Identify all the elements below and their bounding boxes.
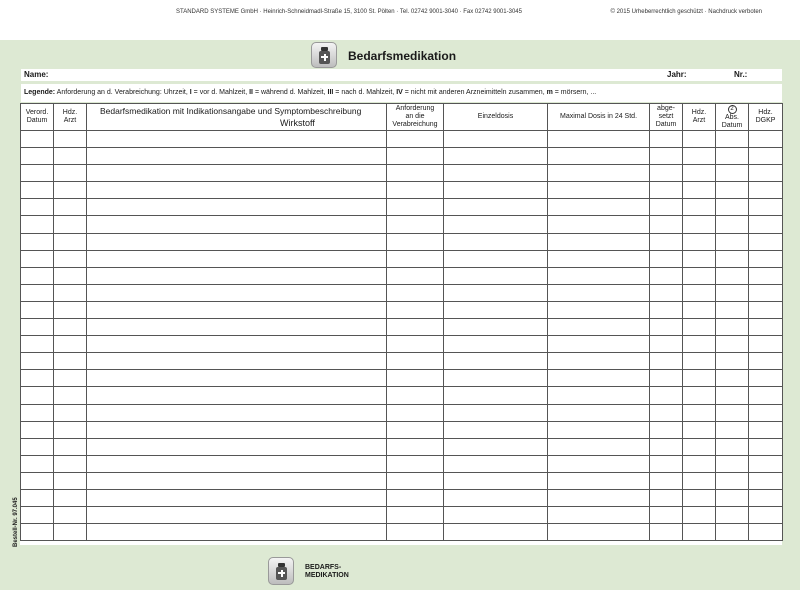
table-cell[interactable]	[683, 524, 716, 541]
wirkstoff-label: Wirkstoff	[280, 118, 315, 128]
table-cell[interactable]	[716, 387, 749, 404]
table-cell[interactable]	[683, 131, 716, 148]
table-cell[interactable]	[387, 267, 444, 284]
form-sheet	[0, 40, 800, 590]
table-cell[interactable]	[387, 404, 444, 421]
table-cell[interactable]	[54, 131, 87, 148]
table-cell[interactable]	[683, 353, 716, 370]
table-cell[interactable]	[54, 421, 87, 438]
table-cell[interactable]	[548, 131, 650, 148]
table-cell[interactable]	[444, 404, 548, 421]
table-cell[interactable]	[387, 455, 444, 472]
table-cell[interactable]	[650, 165, 683, 182]
table-cell[interactable]	[683, 199, 716, 216]
table-cell[interactable]	[444, 131, 548, 148]
table-cell[interactable]	[683, 421, 716, 438]
table-cell[interactable]	[683, 404, 716, 421]
table-cell[interactable]	[650, 267, 683, 284]
table-cell[interactable]	[749, 250, 783, 267]
table-cell[interactable]	[54, 250, 87, 267]
table-cell[interactable]	[87, 489, 387, 506]
table-cell[interactable]	[21, 336, 54, 353]
table-cell[interactable]	[87, 148, 387, 165]
table-cell[interactable]	[444, 165, 548, 182]
table-cell[interactable]	[716, 438, 749, 455]
table-cell[interactable]	[87, 267, 387, 284]
col-maximal-dosis: Maximal Dosis in 24 Std.	[548, 104, 650, 131]
table-cell[interactable]	[650, 370, 683, 387]
table-cell[interactable]	[54, 165, 87, 182]
circled-number-icon: 2	[728, 105, 737, 114]
table-cell[interactable]	[548, 387, 650, 404]
table-cell[interactable]	[548, 199, 650, 216]
table-cell[interactable]	[387, 489, 444, 506]
table-cell[interactable]	[650, 182, 683, 199]
table-cell[interactable]	[749, 216, 783, 233]
table-cell[interactable]	[650, 421, 683, 438]
table-row	[21, 131, 783, 148]
table-cell[interactable]	[21, 455, 54, 472]
table-cell[interactable]	[54, 387, 87, 404]
table-cell[interactable]	[387, 421, 444, 438]
table-cell[interactable]	[716, 319, 749, 336]
table-cell[interactable]	[54, 404, 87, 421]
table-cell[interactable]	[54, 489, 87, 506]
table-cell[interactable]	[87, 233, 387, 250]
table-cell[interactable]	[87, 370, 387, 387]
table-cell[interactable]	[21, 489, 54, 506]
table-cell[interactable]	[21, 387, 54, 404]
table-row	[21, 233, 783, 250]
table-cell[interactable]	[87, 387, 387, 404]
table-cell[interactable]	[548, 165, 650, 182]
table-cell[interactable]	[650, 131, 683, 148]
table-row	[21, 216, 783, 233]
col-hdz-arzt: Hdz. Arzt	[54, 104, 87, 131]
table-cell[interactable]	[683, 250, 716, 267]
table-cell[interactable]	[54, 353, 87, 370]
table-cell[interactable]	[716, 131, 749, 148]
table-row	[21, 472, 783, 489]
table-cell[interactable]	[54, 370, 87, 387]
table-cell[interactable]	[21, 267, 54, 284]
table-cell[interactable]	[716, 233, 749, 250]
col-bedarfsmedikation: Bedarfsmedikation mit Indikationsangabe und Symptombeschreibung Wirkstoff	[87, 104, 387, 131]
table-cell[interactable]	[387, 507, 444, 524]
table-cell[interactable]	[548, 301, 650, 318]
table-cell[interactable]	[21, 182, 54, 199]
company-address: STANDARD SYSTEME GmbH · Heinrich-Schneidmadl-Straße 15, 3100 St. Pölten · Tel. 02742 9001-3040 · Fax 02742 9001-3045	[176, 9, 522, 15]
table-cell[interactable]	[749, 438, 783, 455]
table-cell[interactable]	[87, 507, 387, 524]
col-einzeldosis: Einzeldosis	[444, 104, 548, 131]
table-cell[interactable]	[444, 267, 548, 284]
table-row	[21, 507, 783, 524]
table-cell[interactable]	[54, 267, 87, 284]
table-cell[interactable]	[387, 319, 444, 336]
table-cell[interactable]	[387, 387, 444, 404]
table-cell[interactable]	[87, 216, 387, 233]
table-cell[interactable]	[444, 284, 548, 301]
table-cell[interactable]	[749, 131, 783, 148]
col-abgesetzt-datum: abge- setzt Datum	[650, 104, 683, 131]
table-cell[interactable]	[683, 387, 716, 404]
table-cell[interactable]	[650, 489, 683, 506]
table-cell[interactable]	[444, 353, 548, 370]
col-anforderung: Anforderung an die Verabreichung	[387, 104, 444, 131]
table-row	[21, 301, 783, 318]
table-cell[interactable]	[548, 148, 650, 165]
table-cell[interactable]	[650, 524, 683, 541]
col-abs-datum: 2 Abs. Datum	[716, 104, 749, 131]
table-cell[interactable]	[444, 233, 548, 250]
table-row	[21, 438, 783, 455]
table-cell[interactable]	[387, 524, 444, 541]
table-cell[interactable]	[683, 267, 716, 284]
table-cell[interactable]	[548, 507, 650, 524]
table-cell[interactable]	[54, 455, 87, 472]
table-cell[interactable]	[749, 165, 783, 182]
table-row	[21, 489, 783, 506]
table-cell[interactable]	[749, 370, 783, 387]
table-cell[interactable]	[683, 284, 716, 301]
table-cell[interactable]	[716, 472, 749, 489]
table-cell[interactable]	[683, 301, 716, 318]
table-cell[interactable]	[650, 250, 683, 267]
table-cell[interactable]	[650, 148, 683, 165]
table-cell[interactable]	[21, 404, 54, 421]
patient-info-bar	[21, 69, 782, 81]
table-cell[interactable]	[54, 472, 87, 489]
table-cell[interactable]	[749, 421, 783, 438]
table-cell[interactable]	[683, 455, 716, 472]
col-hdz-dgkp: Hdz. DGKP	[749, 104, 783, 131]
table-cell[interactable]	[650, 507, 683, 524]
table-cell[interactable]	[21, 148, 54, 165]
table-cell[interactable]	[749, 404, 783, 421]
table-cell[interactable]	[548, 524, 650, 541]
table-cell[interactable]	[548, 455, 650, 472]
table-cell[interactable]	[749, 336, 783, 353]
table-cell[interactable]	[548, 336, 650, 353]
table-cell[interactable]	[87, 336, 387, 353]
table-row	[21, 319, 783, 336]
table-cell[interactable]	[716, 404, 749, 421]
table-cell[interactable]	[444, 455, 548, 472]
table-cell[interactable]	[650, 284, 683, 301]
table-cell[interactable]	[548, 404, 650, 421]
table-cell[interactable]	[87, 421, 387, 438]
table-cell[interactable]	[21, 421, 54, 438]
table-cell[interactable]	[21, 353, 54, 370]
table-cell[interactable]	[548, 319, 650, 336]
table-cell[interactable]	[444, 438, 548, 455]
table-cell[interactable]	[21, 131, 54, 148]
table-cell[interactable]	[387, 216, 444, 233]
table-row	[21, 421, 783, 438]
table-cell[interactable]	[21, 370, 54, 387]
table-cell[interactable]	[387, 370, 444, 387]
table-cell[interactable]	[444, 250, 548, 267]
table-cell[interactable]	[548, 489, 650, 506]
table-cell[interactable]	[548, 233, 650, 250]
table-cell[interactable]	[749, 455, 783, 472]
table-cell[interactable]	[716, 336, 749, 353]
table-cell[interactable]	[87, 199, 387, 216]
table-row	[21, 199, 783, 216]
table-cell[interactable]	[716, 216, 749, 233]
table-cell[interactable]	[387, 148, 444, 165]
table-cell[interactable]	[54, 216, 87, 233]
table-cell[interactable]	[650, 336, 683, 353]
table-cell[interactable]	[683, 319, 716, 336]
table-row	[21, 148, 783, 165]
table-cell[interactable]	[54, 233, 87, 250]
table-cell[interactable]	[716, 267, 749, 284]
table-row	[21, 165, 783, 182]
table-cell[interactable]	[387, 472, 444, 489]
table-cell[interactable]	[87, 250, 387, 267]
table-cell[interactable]	[683, 472, 716, 489]
table-cell[interactable]	[87, 404, 387, 421]
table-cell[interactable]	[650, 455, 683, 472]
table-header-row	[21, 104, 783, 131]
table-cell[interactable]	[716, 524, 749, 541]
table-cell[interactable]	[54, 199, 87, 216]
table-cell[interactable]	[387, 250, 444, 267]
table-cell[interactable]	[548, 182, 650, 199]
table-cell[interactable]	[444, 148, 548, 165]
table-cell[interactable]	[716, 421, 749, 438]
table-cell[interactable]	[21, 216, 54, 233]
table-cell[interactable]	[21, 233, 54, 250]
table-cell[interactable]	[650, 472, 683, 489]
table-cell[interactable]	[387, 182, 444, 199]
copyright-note: © 2015 Urheberrechtlich geschützt · Nachdruck verboten	[610, 9, 762, 15]
table-cell[interactable]	[716, 353, 749, 370]
table-cell[interactable]	[21, 507, 54, 524]
table-cell[interactable]	[749, 233, 783, 250]
legend-bar: Legende: Anforderung an d. Verabreichung: Uhrzeit, I = vor d. Mahlzeit, II = während d. Mahlzeit, III = nach d. Mahlzeit, IV = nicht mit anderen Arzneimitteln zusammen, m = mörsern, ...	[21, 84, 782, 102]
table-cell[interactable]	[54, 301, 87, 318]
table-row	[21, 336, 783, 353]
name-label: Name:	[24, 70, 49, 79]
table-row	[21, 353, 783, 370]
table-cell[interactable]	[387, 336, 444, 353]
table-cell[interactable]	[749, 353, 783, 370]
table-cell[interactable]	[548, 370, 650, 387]
table-cell[interactable]	[650, 233, 683, 250]
table-cell[interactable]	[444, 524, 548, 541]
table-cell[interactable]	[387, 131, 444, 148]
table-cell[interactable]	[21, 199, 54, 216]
table-cell[interactable]	[87, 455, 387, 472]
table-cell[interactable]	[683, 507, 716, 524]
table-cell[interactable]	[650, 438, 683, 455]
col-hdz-arzt-2: Hdz. Arzt	[683, 104, 716, 131]
table-cell[interactable]	[444, 370, 548, 387]
table-row	[21, 404, 783, 421]
table-cell[interactable]	[650, 319, 683, 336]
table-cell[interactable]	[548, 250, 650, 267]
table-cell[interactable]	[716, 489, 749, 506]
table-cell[interactable]	[21, 472, 54, 489]
table-cell[interactable]	[444, 199, 548, 216]
medication-table	[20, 103, 782, 545]
table-cell[interactable]	[716, 284, 749, 301]
table-cell[interactable]	[87, 524, 387, 541]
table-cell[interactable]	[54, 438, 87, 455]
table-cell[interactable]	[650, 353, 683, 370]
table-cell[interactable]	[683, 165, 716, 182]
table-cell[interactable]	[444, 216, 548, 233]
table-cell[interactable]	[683, 489, 716, 506]
table-cell[interactable]	[716, 301, 749, 318]
medicine-bottle-icon	[311, 42, 337, 68]
table-cell[interactable]	[387, 233, 444, 250]
table-cell[interactable]	[548, 267, 650, 284]
table-cell[interactable]	[749, 387, 783, 404]
table-row	[21, 455, 783, 472]
table-cell[interactable]	[749, 507, 783, 524]
table-cell[interactable]	[87, 301, 387, 318]
table-cell[interactable]	[716, 199, 749, 216]
table-cell[interactable]	[387, 301, 444, 318]
table-cell[interactable]	[650, 387, 683, 404]
table-row	[21, 370, 783, 387]
table-cell[interactable]	[87, 165, 387, 182]
table-cell[interactable]	[548, 284, 650, 301]
table-cell[interactable]	[683, 182, 716, 199]
table-cell[interactable]	[650, 404, 683, 421]
table-cell[interactable]	[749, 489, 783, 506]
table-cell[interactable]	[444, 301, 548, 318]
table-cell[interactable]	[54, 319, 87, 336]
table-row	[21, 387, 783, 404]
table-cell[interactable]	[387, 284, 444, 301]
table-cell[interactable]	[87, 353, 387, 370]
table-row	[21, 524, 783, 541]
table-cell[interactable]	[683, 233, 716, 250]
table-cell[interactable]	[749, 148, 783, 165]
table-cell[interactable]	[54, 182, 87, 199]
table-cell[interactable]	[444, 387, 548, 404]
table-cell[interactable]	[387, 438, 444, 455]
col-verord-datum: Verord. Datum	[21, 104, 54, 131]
table-cell[interactable]	[54, 284, 87, 301]
table-cell[interactable]	[650, 199, 683, 216]
table-cell[interactable]	[749, 524, 783, 541]
header-strip	[0, 0, 800, 40]
table-cell[interactable]	[54, 524, 87, 541]
table-cell[interactable]	[387, 199, 444, 216]
year-label: Jahr:	[667, 70, 687, 79]
table-cell[interactable]	[444, 336, 548, 353]
table-cell[interactable]	[683, 148, 716, 165]
table-cell[interactable]	[749, 472, 783, 489]
table-cell[interactable]	[548, 438, 650, 455]
medicine-bottle-icon	[268, 557, 294, 585]
order-number: Bestell-Nr. 97.045	[13, 497, 19, 547]
table-cell[interactable]	[716, 250, 749, 267]
table-cell[interactable]	[683, 370, 716, 387]
table-cell[interactable]	[716, 165, 749, 182]
table-cell[interactable]	[650, 216, 683, 233]
table-cell[interactable]	[87, 284, 387, 301]
table-cell[interactable]	[54, 336, 87, 353]
table-cell[interactable]	[87, 319, 387, 336]
table-cell[interactable]	[54, 148, 87, 165]
footer-label: BEDARFS- MEDIKATION	[305, 564, 349, 579]
number-label: Nr.:	[734, 70, 748, 79]
table-cell[interactable]	[683, 216, 716, 233]
table-cell[interactable]	[716, 148, 749, 165]
table-cell[interactable]	[444, 421, 548, 438]
table-cell[interactable]	[716, 370, 749, 387]
table-cell[interactable]	[21, 284, 54, 301]
table-cell[interactable]	[21, 319, 54, 336]
table-cell[interactable]	[21, 524, 54, 541]
table-cell[interactable]	[716, 507, 749, 524]
table-cell[interactable]	[749, 301, 783, 318]
table-cell[interactable]	[548, 353, 650, 370]
table-cell[interactable]	[444, 472, 548, 489]
table-cell[interactable]	[54, 507, 87, 524]
table-cell[interactable]	[749, 284, 783, 301]
form-title: Bedarfsmedikation	[348, 49, 457, 63]
table-cell[interactable]	[716, 455, 749, 472]
table-cell[interactable]	[387, 165, 444, 182]
table-cell[interactable]	[716, 182, 749, 199]
table-cell[interactable]	[749, 267, 783, 284]
table-cell[interactable]	[749, 199, 783, 216]
table-cell[interactable]	[444, 319, 548, 336]
table-cell[interactable]	[444, 507, 548, 524]
table-row	[21, 250, 783, 267]
table-cell[interactable]	[749, 182, 783, 199]
table-cell[interactable]	[749, 319, 783, 336]
table-cell[interactable]	[444, 489, 548, 506]
table-cell[interactable]	[548, 472, 650, 489]
table-cell[interactable]	[548, 421, 650, 438]
table-cell[interactable]	[87, 472, 387, 489]
table-cell[interactable]	[444, 182, 548, 199]
table-row	[21, 182, 783, 199]
table-cell[interactable]	[21, 301, 54, 318]
table-cell[interactable]	[387, 353, 444, 370]
table-cell[interactable]	[87, 131, 387, 148]
table-row	[21, 267, 783, 284]
table-cell[interactable]	[21, 165, 54, 182]
table-cell[interactable]	[21, 250, 54, 267]
table-cell[interactable]	[21, 438, 54, 455]
table-cell[interactable]	[87, 438, 387, 455]
table-cell[interactable]	[650, 301, 683, 318]
table-cell[interactable]	[87, 182, 387, 199]
table-cell[interactable]	[683, 336, 716, 353]
table-row	[21, 284, 783, 301]
table-cell[interactable]	[683, 438, 716, 455]
table-cell[interactable]	[548, 216, 650, 233]
